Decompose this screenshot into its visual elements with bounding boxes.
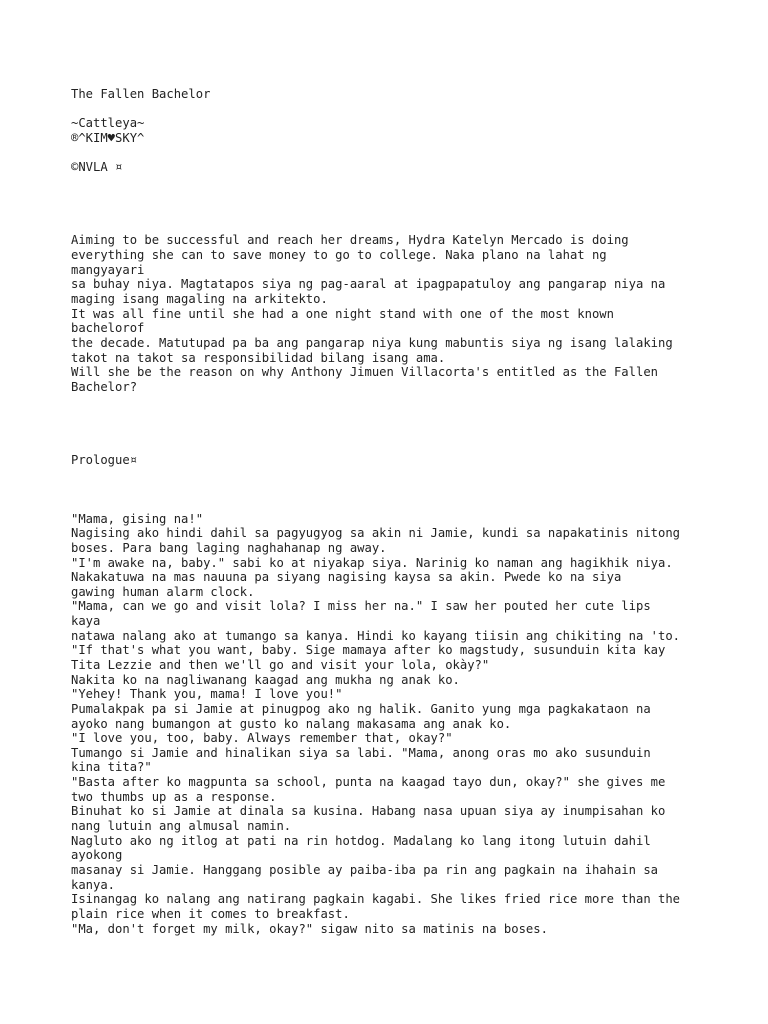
author-line: ®^KIM♥SKY^ — [71, 130, 145, 145]
prologue-line: "I love you, too, baby. Always remember that, okay?" — [71, 731, 453, 746]
spacer — [71, 189, 711, 204]
blurb-line: the decade. Matutupad pa ba ang pangarap niya kung mabuntis siya ng isang lalaking — [71, 335, 673, 350]
spacer — [71, 482, 711, 497]
prologue-line: "I'm awake na, baby." sabi ko at niyakap siya. Narinig ko naman ang hagikhik niya. — [71, 555, 673, 570]
book-title: The Fallen Bachelor — [71, 87, 211, 101]
prologue-line: two thumbs up as a response. — [71, 789, 277, 804]
prologue-line: "Mama, gising na!" — [71, 511, 204, 526]
prologue-line: Nagluto ako ng itlog at pati na rin hotdog. Madalang ko lang itong lutuin dahil — [71, 833, 651, 848]
blurb-line: Bachelor? — [71, 379, 138, 394]
blurb-line: It was all fine until she had a one night stand with one of the most known — [71, 306, 614, 321]
spacer — [71, 438, 711, 453]
blurb-line: takot na takot sa responsibilidad bilang isang ama. — [71, 350, 446, 365]
prologue-line: Binuhat ko si Jamie at dinala sa kusina. Habang nasa upuan siya ay inumpisahan ko — [71, 804, 666, 819]
prologue-line: nang lutuin ang almusal namin. — [71, 819, 292, 834]
blurb-line: bachelorof — [71, 321, 145, 336]
spacer — [71, 409, 711, 424]
prologue-line: kina tita?" — [71, 760, 152, 775]
blurb-line: everything she can to save money to go to college. Naka plano na lahat ng — [71, 248, 607, 263]
prologue-line: Tumango si Jamie and hinalikan siya sa labi. "Mama, anong oras mo ako susunduin — [71, 745, 651, 760]
prologue-line: plain rice when it comes to breakfast. — [71, 906, 350, 921]
prologue-line: ayoko nang bumangon at gusto ko nalang makasama ang anak ko. — [71, 716, 512, 731]
spacer — [71, 102, 711, 117]
prologue-line: "Yehey! Thank you, mama! I love you!" — [71, 687, 343, 702]
prologue-line: Tita Lezzie and then we'll go and visit your lola, okày?" — [71, 657, 490, 672]
spacer — [71, 424, 711, 439]
prologue-line: Nagising ako hindi dahil sa pagyugyog sa akin ni Jamie, kundi sa napakatinis nitong — [71, 526, 681, 541]
spacer — [71, 219, 711, 234]
blurb-line: sa buhay niya. Magtatapos siya ng pag-aaral at ipagpapatuloy ang pangarap niya na — [71, 277, 666, 292]
spacer — [71, 394, 711, 409]
prologue-line: Isinangag ko nalang ang natirang pagkain kagabi. She likes fried rice more than the — [71, 892, 681, 907]
prologue-line: boses. Para bang laging naghahanap ng away. — [71, 540, 387, 555]
prologue-line: "Mama, can we go and visit lola? I miss her na." I saw her pouted her cute lips — [71, 599, 651, 614]
prologue-line: kaya — [71, 614, 101, 629]
prologue-line: Nakakatuwa na mas nauuna pa siyang nagising kaysa sa akin. Pwede ko na siya — [71, 570, 622, 585]
prologue-line: "Basta after ko magpunta sa school, punta na kaagad tayo dun, okay?" she gives me — [71, 775, 666, 790]
prologue-line: Pumalakpak pa si Jamie at pinugpog ako ng halik. Ganito yung mga pagkakataon na — [71, 701, 651, 716]
spacer — [71, 468, 711, 483]
blurb-line: Aiming to be successful and reach her dreams, Hydra Katelyn Mercado is doing — [71, 233, 629, 248]
prologue-line: "Ma, don't forget my milk, okay?" sigaw nito sa matinis na boses. — [71, 921, 548, 936]
spacer — [71, 204, 711, 219]
copyright-line: ©NVLA ¤ — [71, 160, 123, 175]
prologue-line: "If that's what you want, baby. Sige mamaya after ko magstudy, susunduin kita kay — [71, 643, 666, 658]
document-page — [71, 87, 711, 936]
blurb-line: maging isang magaling na arkitekto. — [71, 291, 328, 306]
prologue-line: natawa nalang ako at tumango sa kanya. Hindi ko kayang tiisin ang chikiting na 'to. — [71, 628, 681, 643]
prologue-line: Nakita ko na nagliwanang kaagad ang mukha ng anak ko. — [71, 672, 460, 687]
prologue-line: gawing human alarm clock. — [71, 584, 255, 599]
prologue-line: masanay si Jamie. Hanggang posible ay paiba-iba pa rin ang pagkain na ihahain sa — [71, 862, 658, 877]
prologue-heading: Prologue¤ — [71, 453, 138, 468]
prologue-body — [71, 512, 711, 937]
spacer — [71, 175, 711, 190]
prologue-line: kanya. — [71, 877, 116, 892]
blurb-line: mangyayari — [71, 262, 145, 277]
blurb-line: Will she be the reason on why Anthony Jimuen Villacorta's entitled as the Fallen — [71, 365, 658, 380]
prologue-line: ayokong — [71, 848, 123, 863]
spacer — [71, 146, 711, 161]
blurb — [71, 233, 711, 394]
spacer — [71, 497, 711, 512]
author-line: ~Cattleya~ — [71, 116, 145, 131]
